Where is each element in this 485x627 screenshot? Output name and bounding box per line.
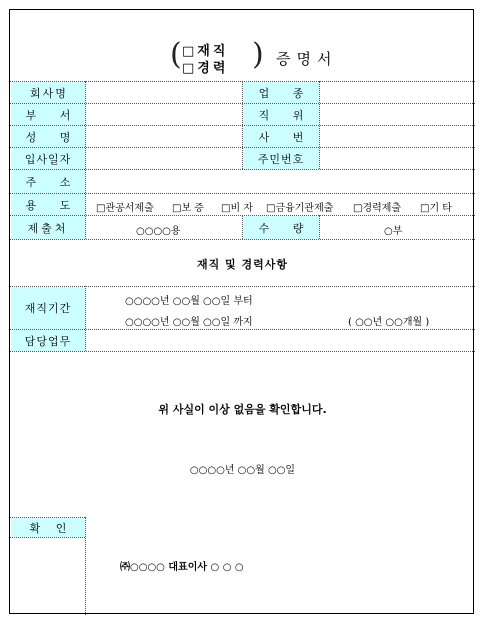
- purpose-option-financial[interactable]: □금융기관제출: [266, 203, 334, 214]
- resident-no-label: 주민번호: [243, 148, 319, 169]
- company-label: 회사명: [11, 82, 85, 103]
- industry-label: 업 종: [243, 82, 319, 103]
- name-label: 성 명: [11, 126, 85, 147]
- right-bracket: ): [252, 37, 264, 72]
- section-title: 재직 및 경력사항: [196, 258, 289, 271]
- period-from: ○○○○년 ○○월 ○○일 부터: [125, 296, 253, 307]
- address-label: 주 소: [11, 170, 85, 193]
- submit-to-value: ○○○○용: [136, 226, 181, 237]
- purpose-option-visa[interactable]: □비 자: [221, 203, 253, 214]
- document-title: [170, 38, 370, 78]
- count-value: ○부: [384, 226, 403, 237]
- purpose-option-guarantee[interactable]: □보 증: [172, 203, 204, 214]
- signature: ㈜○○○○ 대표이사 ○ ○ ○: [120, 562, 244, 573]
- confirm-statement: 위 사실이 이상 없음을 확인합니다.: [158, 403, 327, 416]
- confirm-label: 확 인: [11, 518, 85, 537]
- position-label: 직 위: [243, 104, 319, 125]
- employment-period-label: 재직기간: [11, 287, 85, 329]
- join-date-label: 입사일자: [11, 148, 85, 169]
- title-option-employed[interactable]: □재직: [182, 44, 229, 59]
- purpose-option-other[interactable]: □기 타: [420, 203, 452, 214]
- submit-to-label: 제출처: [11, 216, 85, 239]
- duty-label: 담당업무: [11, 330, 85, 351]
- employee-no-label: 사 번: [243, 126, 319, 147]
- department-label: 부 서: [11, 104, 85, 125]
- issue-date: ○○○○년 ○○월 ○○일: [189, 465, 296, 476]
- count-label: 수 량: [243, 216, 319, 239]
- title-main: 증명서: [276, 50, 338, 68]
- title-option-career[interactable]: □경력: [182, 61, 229, 76]
- period-to: ○○○○년 ○○월 ○○일 까지: [125, 317, 253, 328]
- certificate-frame: [9, 9, 474, 614]
- period-duration: ( ○○년 ○○개월 ): [348, 317, 430, 328]
- purpose-option-government[interactable]: □관공서제출: [96, 203, 154, 214]
- purpose-option-career[interactable]: □경력제출: [353, 203, 402, 214]
- left-bracket: (: [170, 37, 182, 72]
- purpose-label: 용 도: [11, 194, 85, 215]
